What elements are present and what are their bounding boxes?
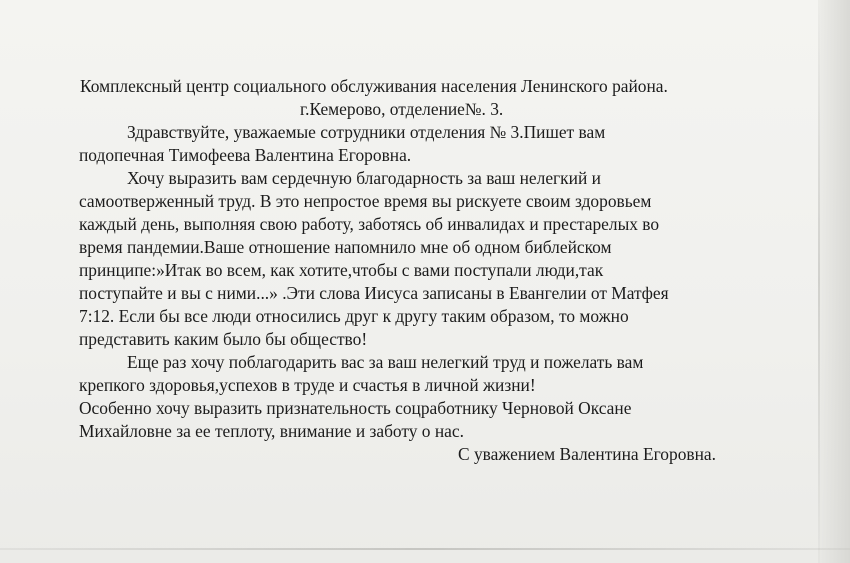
body-line-7: 7:12. Если бы все люди относились друг к другу таким образом, то можно	[79, 306, 629, 326]
body-line-2: самоотверженный труд. В это непростое время вы рискуете своим здоровьем	[79, 191, 652, 211]
thanks-line-4: Михайловне за ее теплоту, внимание и заботу о нас.	[79, 421, 464, 441]
signature: С уважением Валентина Егоровна.	[458, 444, 716, 464]
thanks-line-1: Еще раз хочу поблагодарить вас за ваш нелегкий труд и пожелать вам	[127, 352, 644, 372]
vertical-fold-line	[818, 0, 820, 563]
page-edge-shadow	[820, 0, 850, 563]
heading-line-2: г.Кемерово, отделение№. 3.	[300, 99, 504, 119]
heading-line-1: Комплексный центр социального обслуживания населения Ленинского района.	[80, 76, 668, 96]
greeting-line-1: Здравствуйте, уважаемые сотрудники отделения № 3.Пишет вам	[127, 122, 606, 142]
body-line-4: время пандемии.Ваше отношение напомнило мне об одном библейском	[79, 237, 612, 257]
greeting-line-2: подопечная Тимофеева Валентина Егоровна.	[79, 145, 412, 165]
body-line-8: представить каким было бы общество!	[79, 329, 368, 349]
horizontal-fold-line	[0, 548, 850, 550]
body-line-3: каждый день, выполняя свою работу, заботясь об инвалидах и престарелых во	[79, 214, 660, 234]
body-line-6: поступайте и вы с ними...» .Эти слова Иисуса записаны в Евангелии от Матфея	[79, 283, 669, 303]
body-line-5: принципе:»Итак во всем, как хотите,чтобы с вами поступали люди,так	[79, 260, 604, 280]
thanks-line-2: крепкого здоровья,успехов в труде и счастья в личной жизни!	[79, 375, 536, 395]
thanks-line-3: Особенно хочу выразить признательность соцработнику Черновой Оксане	[79, 398, 632, 418]
body-line-1: Хочу выразить вам сердечную благодарность за ваш нелегкий и	[127, 168, 601, 188]
